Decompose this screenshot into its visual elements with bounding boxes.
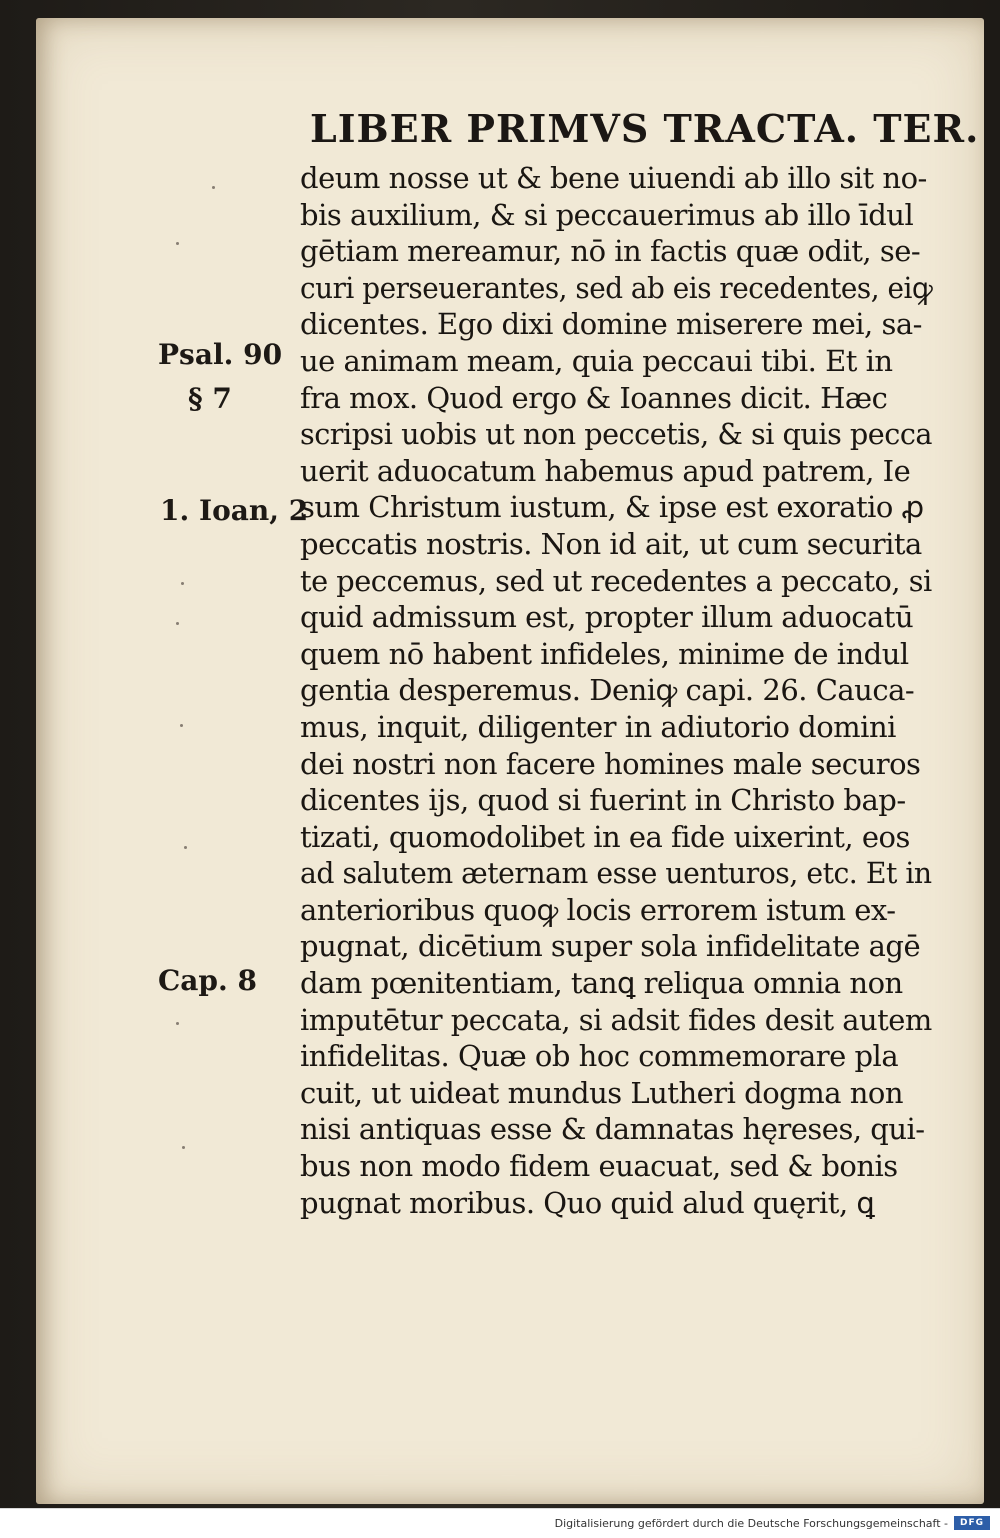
running-head: LIBER PRIMVS TRACTA. TER. <box>310 106 980 151</box>
text-line: nisi antiquas esse & damnatas hęreses, qui- <box>300 1112 925 1147</box>
text-line: fra mox. Quod ergo & Ioannes dicit. Hæc <box>300 380 888 415</box>
text-line: imputētur peccata, si adsit fides desit autem <box>300 1002 932 1037</box>
text-line: pugnat, dicētium super sola infidelitate agē <box>300 929 921 964</box>
margin-note-john: 1. Ioan, 2 <box>160 494 309 527</box>
text-line: dei nostri non facere homines male securos <box>300 746 921 781</box>
text-line: bis auxilium, & si peccauerimus ab illo īdul <box>300 197 914 232</box>
text-line: gētiam mereamur, nō in factis quæ odit, se- <box>300 234 921 269</box>
text-line: deum nosse ut & bene uiuendi ab illo sit no- <box>300 161 927 195</box>
margin-note-section: § 7 <box>188 382 232 415</box>
text-line: dam pœnitentiam, tanꝗ reliqua omnia non <box>300 966 903 1001</box>
text-line: tizati, quomodolibet in ea fide uixerint, eos <box>300 819 910 854</box>
ink-speck <box>176 1022 179 1025</box>
ink-speck <box>176 622 179 625</box>
text-line: scripsi uobis ut non peccetis, & si quis pecca <box>300 417 933 452</box>
footer-credit: Digitalisierung gefördert durch die Deutsche Forschungsgemeinschaft - <box>554 1517 948 1530</box>
dfg-logo: DFG <box>954 1516 990 1530</box>
text-line: dicentes ijs, quod si fuerint in Christo bap- <box>300 783 906 818</box>
text-line: dicentes. Ego dixi domine miserere mei, sa- <box>300 307 922 342</box>
text-line: infidelitas. Quæ ob hoc commemorare pla <box>300 1039 899 1074</box>
text-line: ad salutem æternam esse uenturos, etc. Et in <box>300 856 932 891</box>
ink-speck <box>176 242 179 245</box>
ink-speck <box>181 582 184 585</box>
text-line: bus non modo fidem euacuat, sed & bonis <box>300 1149 898 1184</box>
margin-note-chapter: Cap. 8 <box>158 964 257 997</box>
text-line: curi perseuerantes, sed ab eis recedentes, eiꝙ <box>300 270 933 305</box>
text-line: ue animam meam, quia peccaui tibi. Et in <box>300 343 893 378</box>
text-line: mus, inquit, diligenter in adiutorio domini <box>300 709 896 744</box>
ink-speck <box>184 846 187 849</box>
text-line: uerit aduocatum habemus apud patrem, Ie <box>300 453 911 488</box>
footer-bar <box>0 1508 1000 1538</box>
ink-speck <box>182 1146 185 1149</box>
text-line: te peccemus, sed ut recedentes a peccato, si <box>300 563 932 598</box>
ink-speck <box>180 724 183 727</box>
text-line: anterioribus quoꝙ locis errorem istum ex- <box>300 892 896 927</box>
text-line: quid admissum est, propter illum aduocatū <box>300 600 914 635</box>
text-line: gentia desperemus. Deniꝙ capi. 26. Cauca- <box>300 673 915 708</box>
body-text <box>300 160 933 1221</box>
text-line: peccatis nostris. Non id ait, ut cum securita <box>300 526 922 561</box>
text-line: sum Christum iustum, & ipse est exoratio ꝓ <box>300 490 924 525</box>
text-line: pugnat moribus. Quo quid alud quęrit, ꝗ <box>300 1185 875 1220</box>
text-line: quem nō habent infideles, minime de indul <box>300 636 909 671</box>
ink-speck <box>212 186 215 189</box>
text-line: cuit, ut uideat mundus Lutheri dogma non <box>300 1075 904 1110</box>
margin-note-psalm: Psal. 90 <box>158 338 283 371</box>
